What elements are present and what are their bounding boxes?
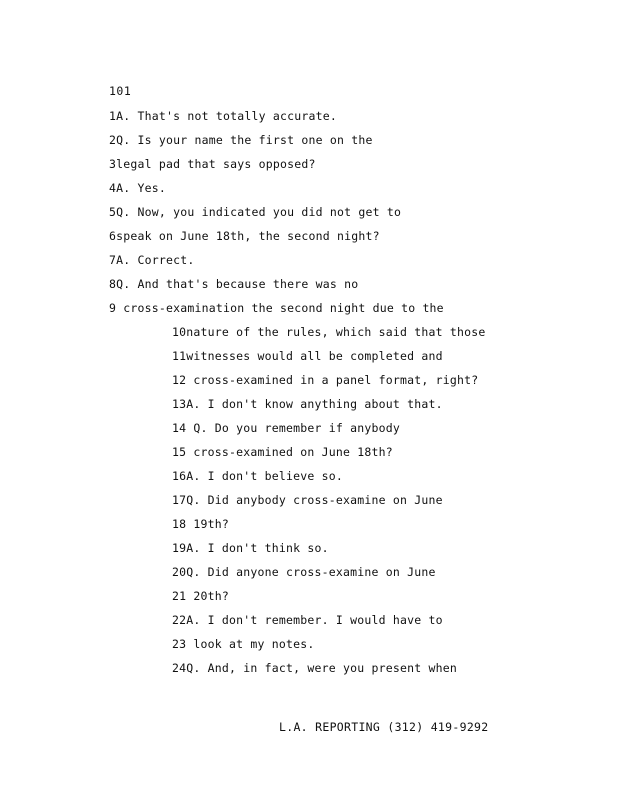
transcript-line-9: 9 cross-examination the second night due to the [109,301,444,315]
transcript-line-23: 23 look at my notes. [172,637,315,651]
transcript-line-24: 24Q. And, in fact, were you present when [172,661,457,675]
transcript-line-6: 6speak on June 18th, the second night? [109,229,380,243]
transcript-line-21: 21 20th? [172,589,229,603]
transcript-line-1: 1A. That's not totally accurate. [109,109,337,123]
transcript-line-2: 2Q. Is your name the first one on the [109,133,373,147]
page-number: 101 [109,84,132,98]
transcript-line-8: 8Q. And that's because there was no [109,277,359,291]
transcript-line-17: 17Q. Did anybody cross-examine on June [172,493,443,507]
transcript-line-14: 14 Q. Do you remember if anybody [172,421,400,435]
reporter-footer: L.A. REPORTING (312) 419-9292 [279,720,489,734]
transcript-line-3: 3legal pad that says opposed? [109,157,316,171]
transcript-line-4: 4A. Yes. [109,181,166,195]
transcript-line-18: 18 19th? [172,517,229,531]
transcript-line-22: 22A. I don't remember. I would have to [172,613,443,627]
transcript-line-15: 15 cross-examined on June 18th? [172,445,393,459]
transcript-line-12: 12 cross-examined in a panel format, right? [172,373,479,387]
transcript-line-7: 7A. Correct. [109,253,195,267]
transcript-line-11: 11witnesses would all be completed and [172,349,443,363]
transcript-line-13: 13A. I don't know anything about that. [172,397,443,411]
transcript-line-10: 10nature of the rules, which said that those [172,325,486,339]
transcript-line-19: 19A. I don't think so. [172,541,329,555]
transcript-line-20: 20Q. Did anyone cross-examine on June [172,565,436,579]
transcript-line-16: 16A. I don't believe so. [172,469,343,483]
transcript-line-5: 5Q. Now, you indicated you did not get to [109,205,402,219]
